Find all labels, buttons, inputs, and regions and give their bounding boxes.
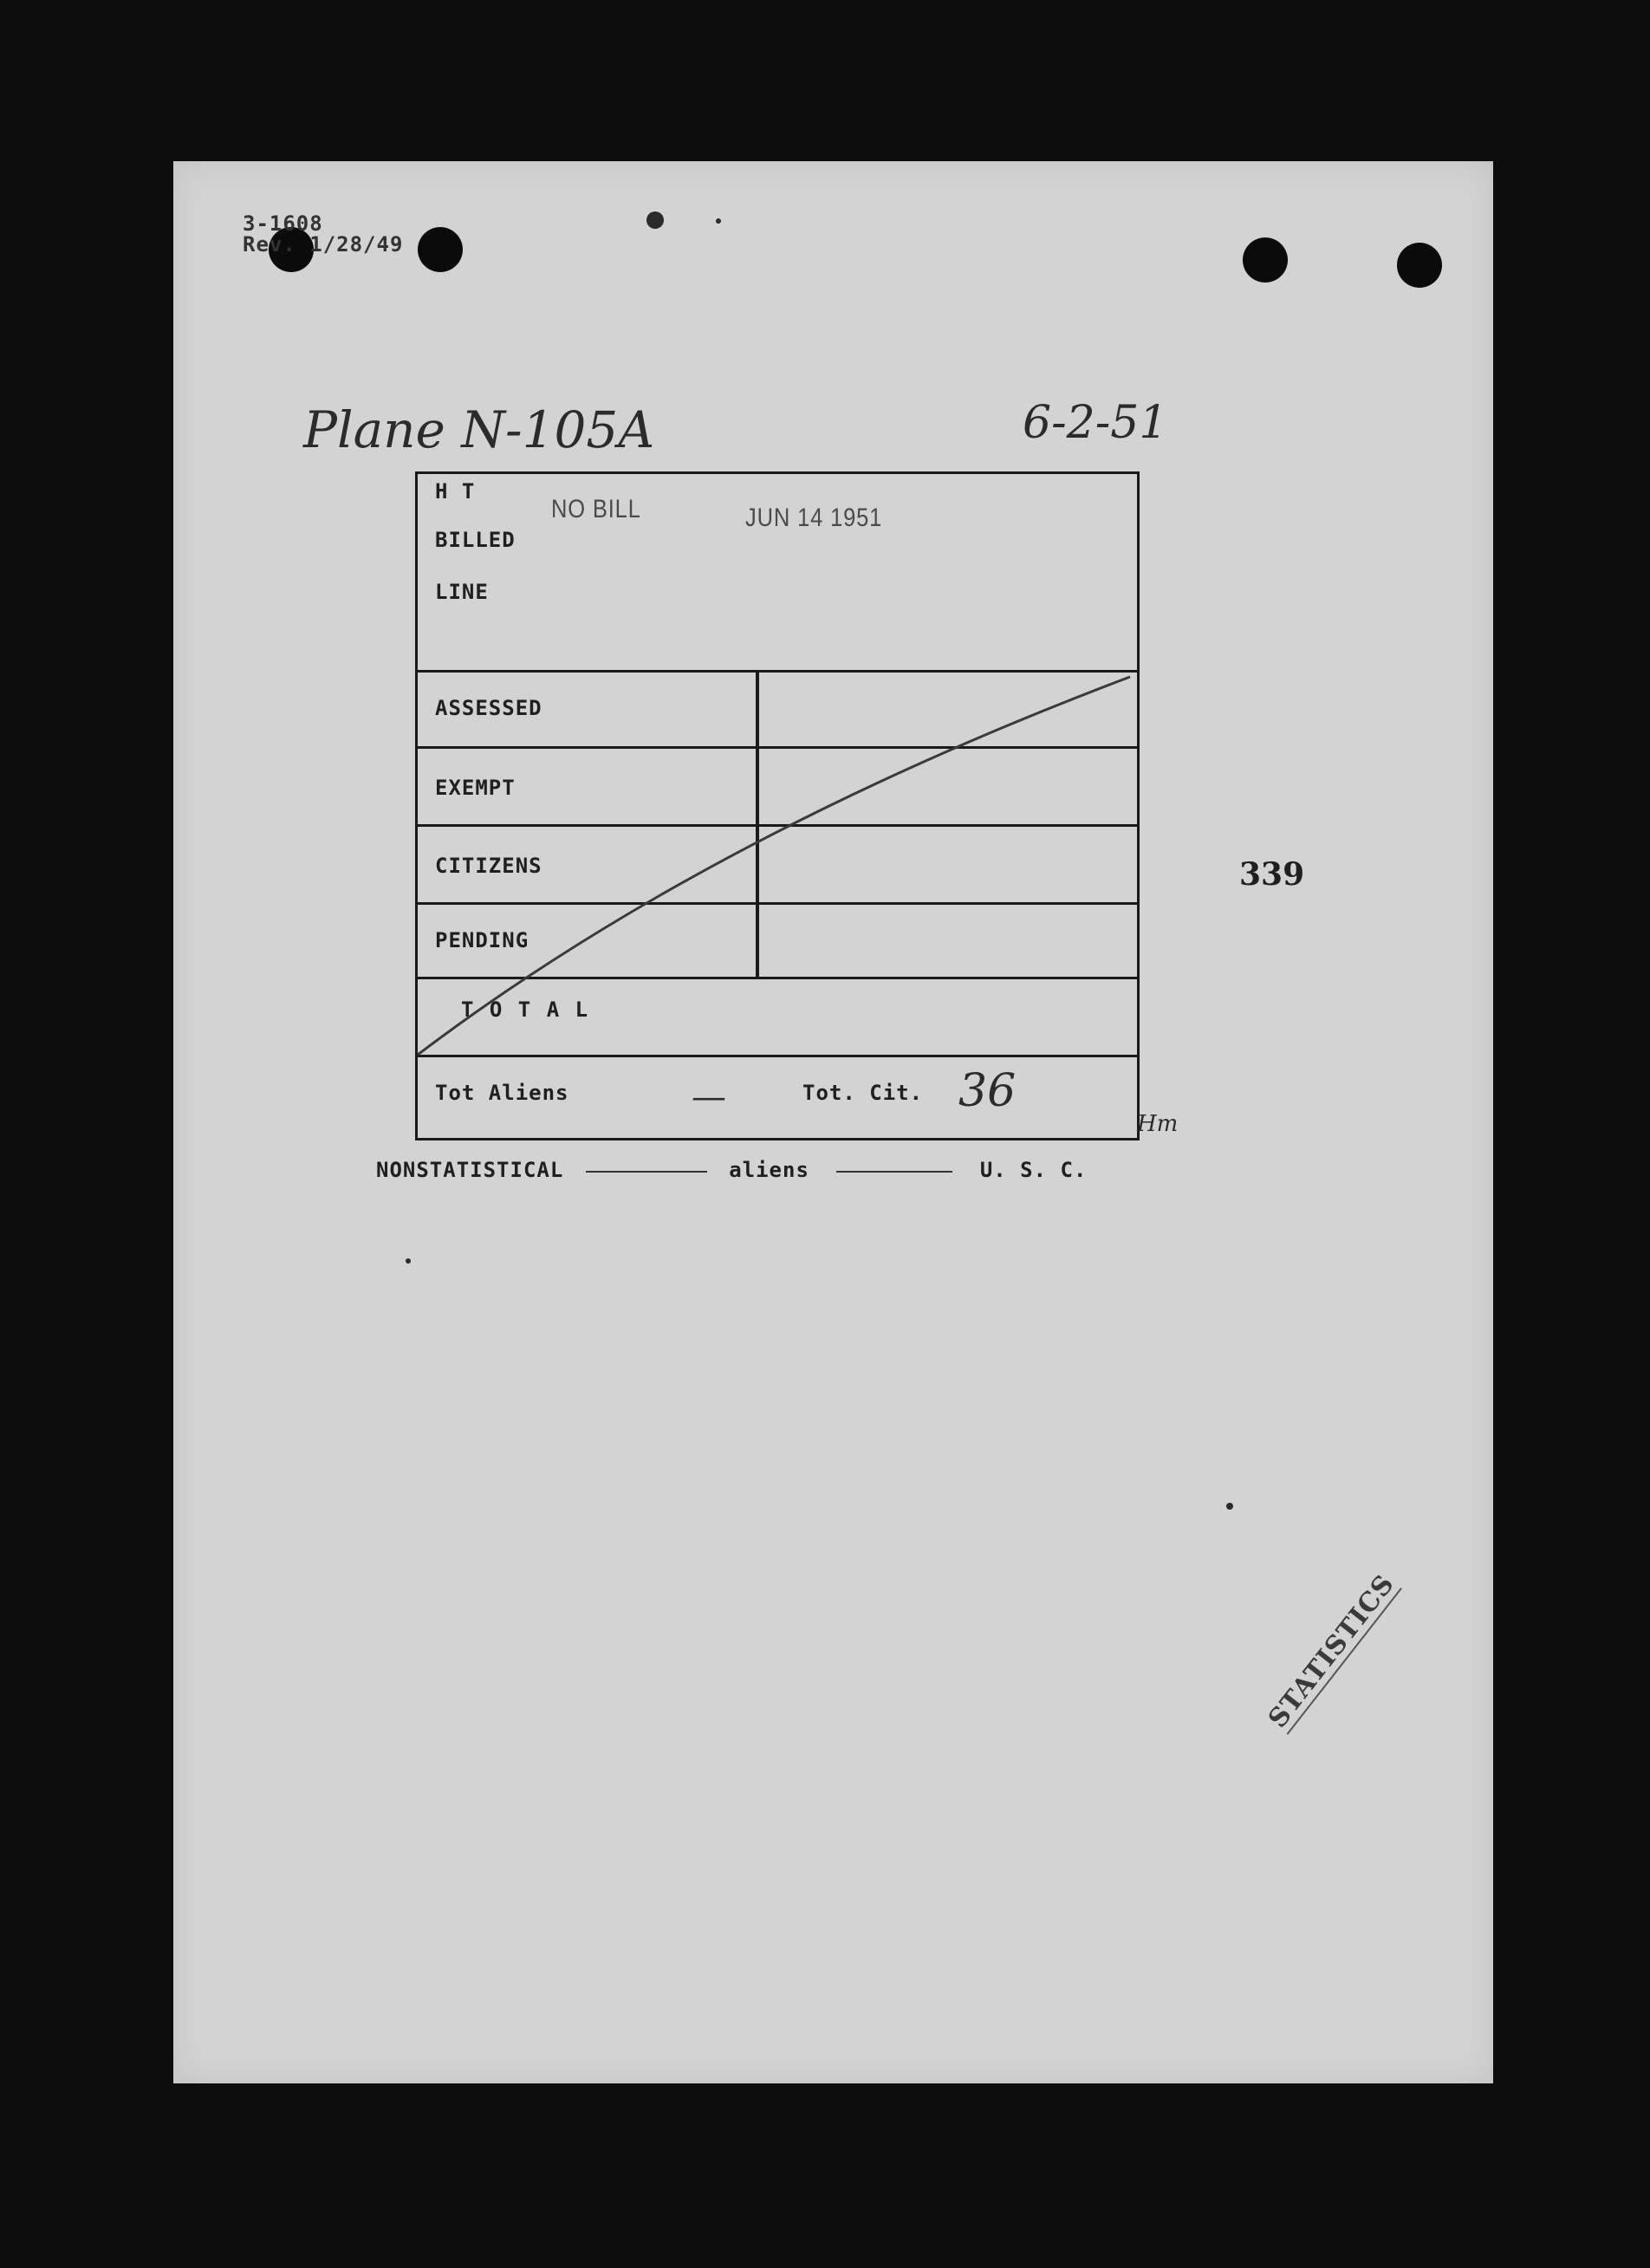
row-citizens: CITIZENS: [435, 854, 542, 878]
form-code: [243, 213, 403, 255]
label-nonstatistical: NONSTATISTICAL: [376, 1158, 564, 1182]
label-tot-cit: Tot. Cit.: [802, 1081, 924, 1105]
blank-line: [586, 1169, 707, 1173]
stamp-date: JUN 14 1951: [745, 504, 883, 532]
punch-hole-3: [1243, 237, 1288, 283]
punch-hole-4: [1397, 243, 1442, 288]
handwritten-initials: Hm: [1137, 1111, 1179, 1137]
label-usc: U. S. C.: [979, 1158, 1088, 1182]
speck: [716, 218, 721, 224]
speck: [1226, 1503, 1233, 1510]
document-page: [173, 161, 1493, 2083]
statistics-stamp: STATISTICS: [1263, 1569, 1401, 1734]
side-number: 339: [1239, 856, 1305, 893]
label-aliens: aliens: [729, 1158, 809, 1182]
punch-hole-2: [418, 227, 463, 272]
row-assessed: ASSESSED: [435, 696, 542, 720]
speck: [406, 1258, 411, 1264]
nonstatistical-line: [376, 1158, 1087, 1182]
row-exempt: EXEMPT: [435, 776, 516, 800]
form-code-revision: Rev. 1/28/49: [243, 232, 404, 257]
blank-line: [836, 1169, 952, 1173]
handwritten-date: 6-2-51: [1023, 397, 1168, 449]
speck: [646, 211, 664, 229]
label-ht: H T: [435, 479, 476, 504]
manifest-form-box: [415, 471, 1140, 1140]
label-tot-aliens: Tot Aliens: [435, 1081, 569, 1105]
row-pending: PENDING: [435, 928, 529, 952]
label-billed: BILLED: [435, 528, 516, 552]
stamp-no-bill: NO BILL: [551, 495, 641, 523]
form-code-number: 3-1608: [243, 211, 323, 236]
cancellation-stroke: [418, 474, 1142, 1143]
handwritten-citizen-count: 36: [958, 1065, 1017, 1117]
handwritten-dash: —: [692, 1077, 726, 1117]
row-total: T O T A L: [461, 998, 590, 1022]
handwritten-title: Plane N-105A: [303, 400, 655, 459]
label-line: LINE: [435, 580, 489, 604]
